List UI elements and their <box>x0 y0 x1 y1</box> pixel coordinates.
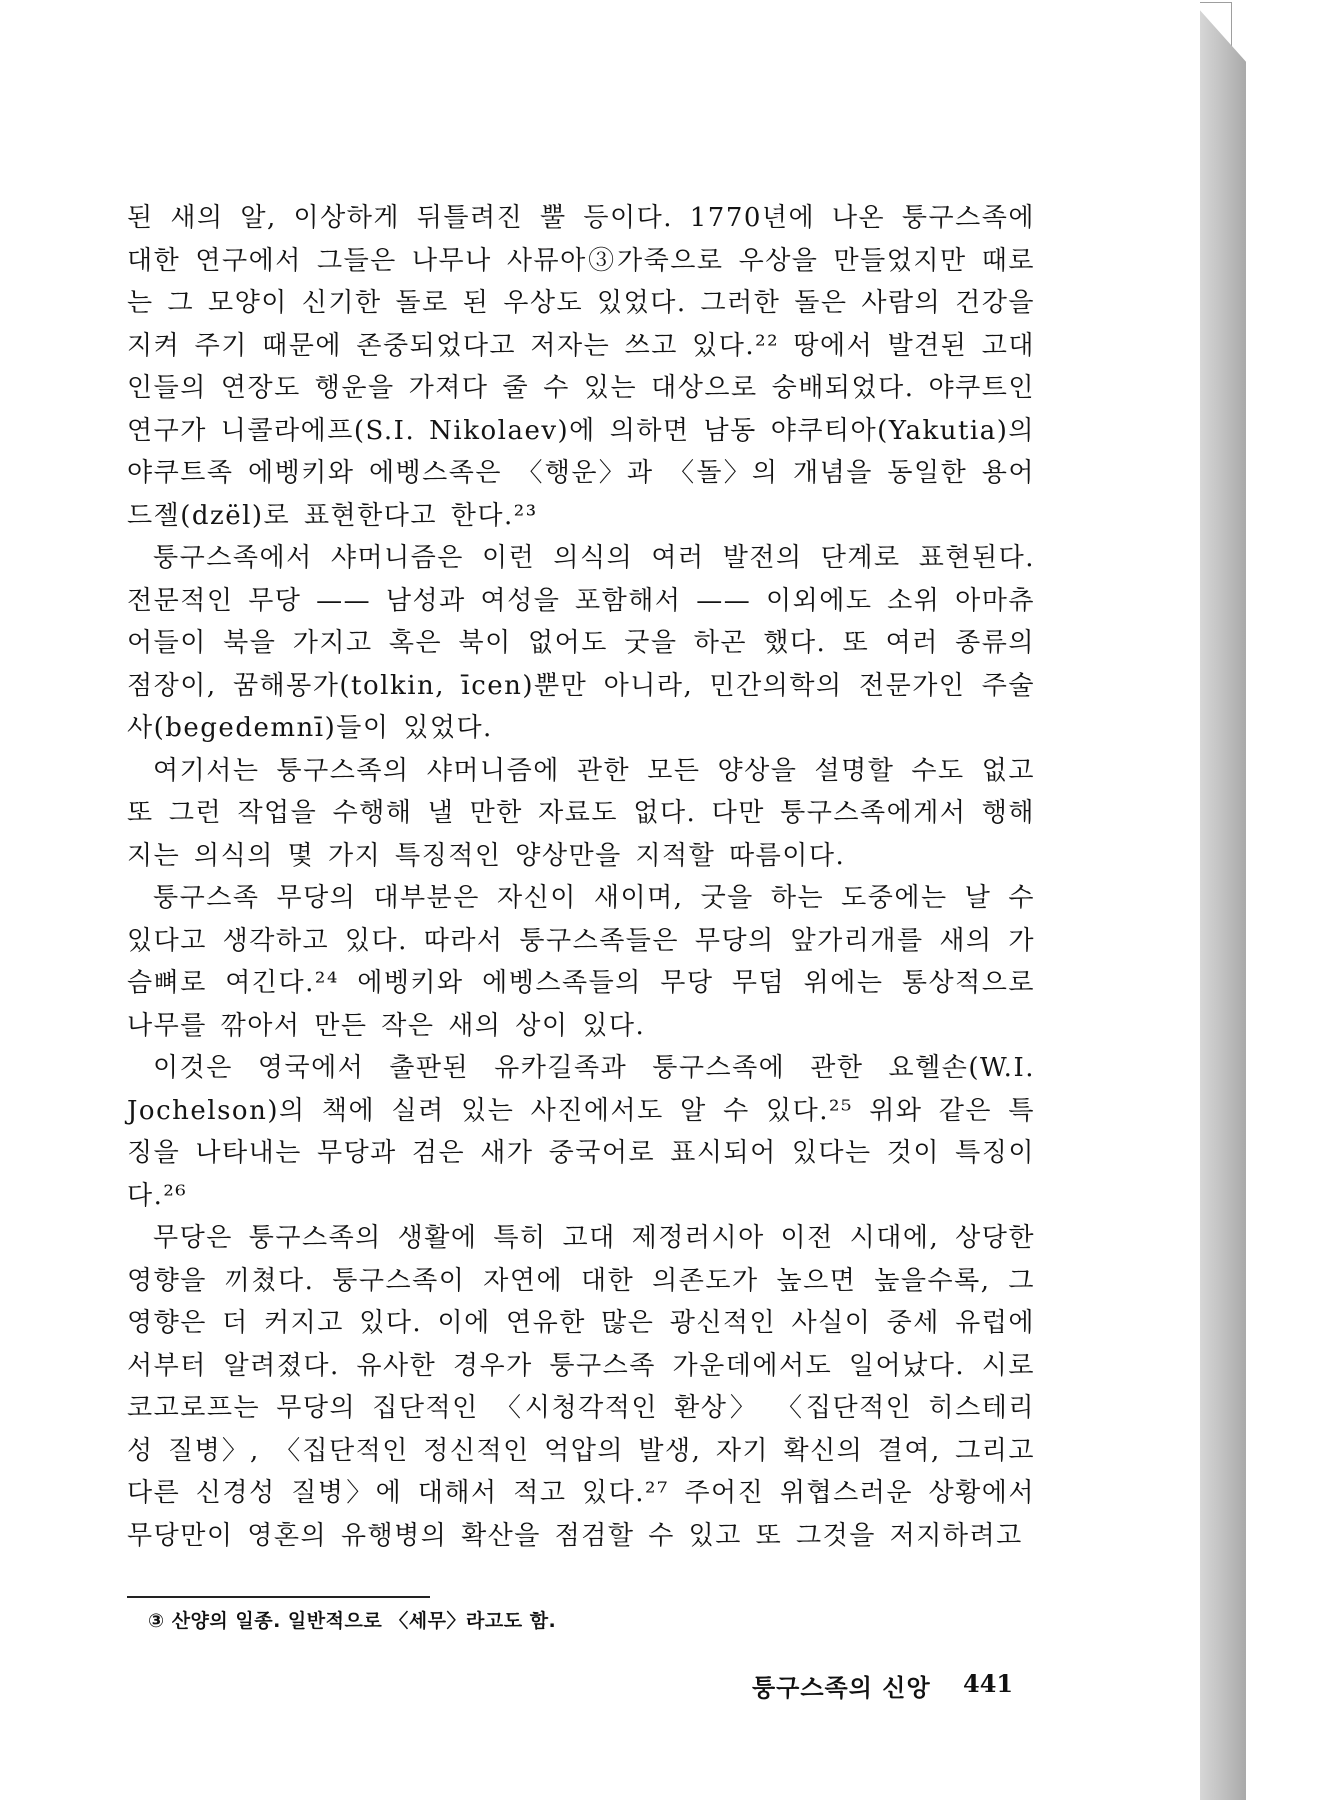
paragraph-1: 된 새의 알, 이상하게 뒤틀려진 뿔 등이다. 1770년에 나온 퉁구스족에 대한 연구에서 그들은 나무나 사뮤아③가죽으로 우상을 만들었지만 때로는 그 모양이 신기한 돌로 된 우상도 있었다. 그러한 돌은 사람의 건강을 지켜 주기 때문에 존중되었다고 저자는 쓰고 있다.²² 땅에서 발견된 고대인들의 연장도 행운을 가져다 줄 수 있는 대상으로 숭배되었다. 야쿠트인 연구가 니콜라에프(S.I. Nikolaev)에 의하면 남동 야쿠티아(Yakutia)의 야쿠트족 에벵키와 에벵스족은 〈행운〉과 〈돌〉의 개념을 동일한 용어 드젤(dzël)로 표현한다고 한다.²³ <box>127 203 1035 531</box>
footnote: ③ 산양의 일종. 일반적으로 〈세무〉라고도 함. <box>148 1610 557 1632</box>
paragraph-3: 여기서는 퉁구스족의 샤머니즘에 관한 모든 양상을 설명할 수도 없고 또 그런 작업을 수행해 낼 만한 자료도 없다. 다만 퉁구스족에게서 행해지는 의식의 몇 가지 특징적인 양상만을 지적할 따름이다. <box>127 755 1035 871</box>
footnote-rule <box>127 1596 430 1598</box>
page-number: 441 <box>963 1669 1014 1698</box>
paragraph-4: 퉁구스족 무당의 대부분은 자신이 새이며, 굿을 하는 도중에는 날 수 있다고 생각하고 있다. 따라서 퉁구스족들은 무당의 앞가리개를 새의 가슴뼈로 여긴다.²⁴ 에벵키와 에벵스족들의 무당 무덤 위에는 통상적으로 나무를 깎아서 만든 작은 새의 상이 있다. <box>127 883 1035 1041</box>
page-edge-shadow <box>1198 8 1246 1800</box>
paragraph-5: 이것은 영국에서 출판된 유카길족과 퉁구스족에 관한 요헬손(W.I. Jochelson)의 책에 실려 있는 사진에서도 알 수 있다.²⁵ 위와 같은 특징을 나타내는 무당과 검은 새가 중국어로 표시되어 있다는 것이 특징이다.²⁶ <box>127 1053 1035 1211</box>
running-head: 퉁구스족의 신앙 <box>752 1674 931 1702</box>
body-text <box>127 197 1035 1557</box>
paragraph-6: 무당은 퉁구스족의 생활에 특히 고대 제정러시아 이전 시대에, 상당한 영향을 끼쳤다. 퉁구스족이 자연에 대한 의존도가 높으면 높을수록, 그 영향은 더 커지고 있다. 이에 연유한 많은 광신적인 사실이 중세 유럽에서부터 알려졌다. 유사한 경우가 퉁구스족 가운데에서도 일어났다. 시로코고로프는 무당의 집단적인 〈시청각적인 환상〉 〈집단적인 히스테리성 질병〉, 〈집단적인 정신적인 억압의 발생, 자기 확신의 결여, 그리고 다른 신경성 질병〉에 대해서 적고 있다.²⁷ 주어진 위협스러운 상황에서 무당만이 영혼의 유행병의 확산을 점검할 수 있고 또 그것을 저지하려고 <box>127 1223 1035 1551</box>
paragraph-2: 퉁구스족에서 샤머니즘은 이런 의식의 여러 발전의 단계로 표현된다. 전문적인 무당 —— 남성과 여성을 포함해서 —— 이외에도 소위 아마츄어들이 북을 가지고 혹은 북이 없어도 굿을 하곤 했다. 또 여러 종류의 점장이, 꿈해몽가(tolkin, īcen)뿐만 아니라, 민간의학의 전문가인 주술사(begedemnī)들이 있었다. <box>127 543 1035 743</box>
